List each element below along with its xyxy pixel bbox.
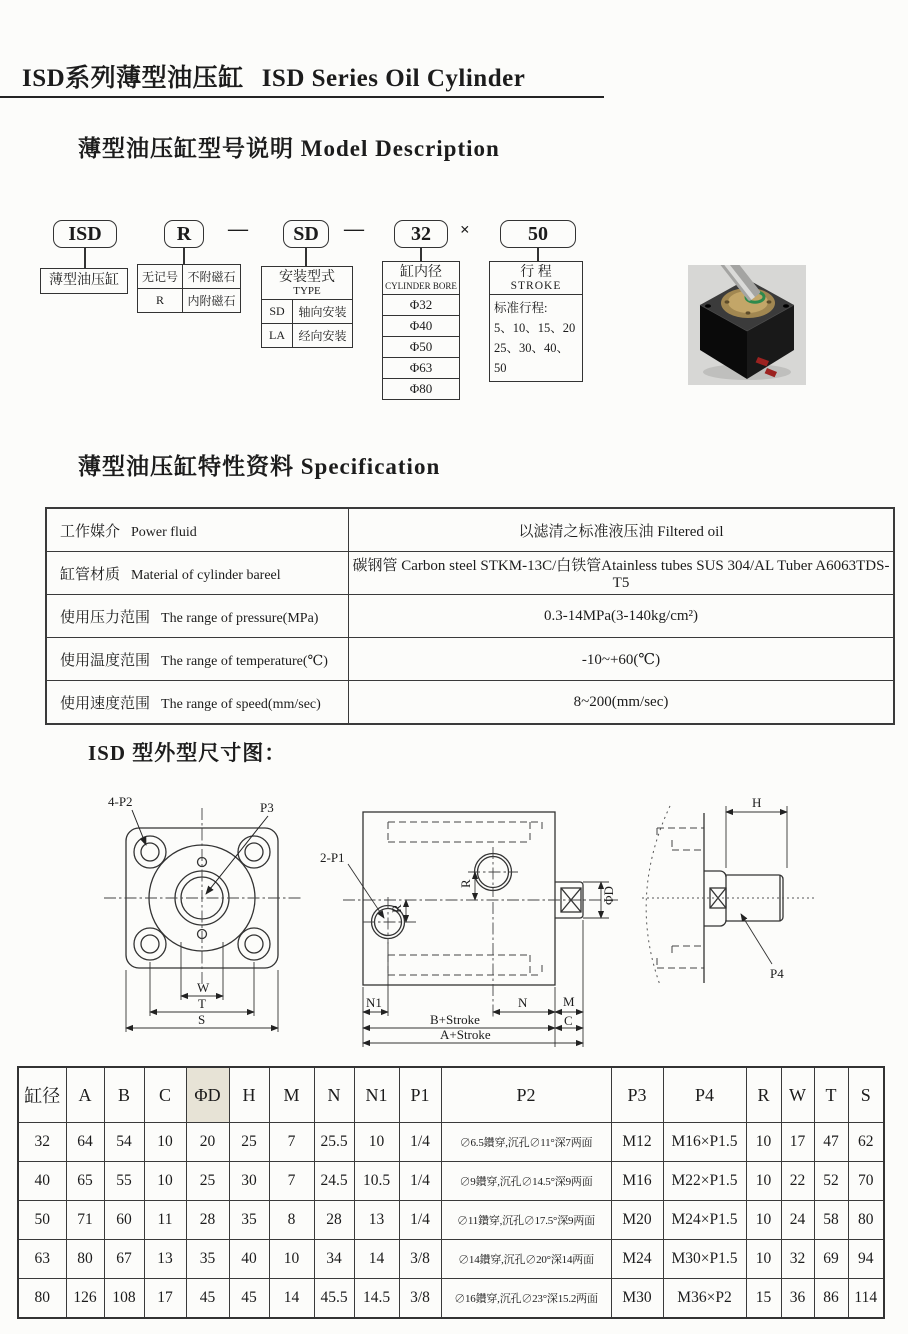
spec-table-body xyxy=(46,508,894,724)
dimension-header-cell: W xyxy=(781,1067,814,1123)
mount-type-table xyxy=(261,266,353,348)
dimension-cell: 10 xyxy=(746,1201,781,1240)
label-b-stroke: B+Stroke xyxy=(430,1012,480,1027)
dimension-cell: 17 xyxy=(144,1279,186,1319)
label-phi-d: ΦD xyxy=(601,886,616,905)
dimension-cell: 1/4 xyxy=(399,1162,441,1201)
dimension-cell: 13 xyxy=(144,1240,186,1279)
dimension-cell: 14.5 xyxy=(354,1279,399,1319)
mount-type-title-zh: 安装型式 xyxy=(279,269,335,285)
dimension-cell: 7 xyxy=(269,1123,314,1162)
dimension-cell: M16×P1.5 xyxy=(663,1123,746,1162)
dimension-cell: 10 xyxy=(269,1240,314,1279)
dimension-cell: 35 xyxy=(186,1240,229,1279)
dimension-cell: 20 xyxy=(186,1123,229,1162)
mount-type-desc: 经向安装 xyxy=(293,324,353,348)
dimension-cell: 69 xyxy=(814,1240,848,1279)
dimension-cell: 63 xyxy=(18,1240,66,1279)
dimension-cell: M30 xyxy=(611,1279,663,1319)
spec-value: 0.3-14MPa(3-140kg/cm²) xyxy=(349,595,895,638)
spec-label xyxy=(46,595,349,638)
cylinder-photo-illustration xyxy=(688,265,806,385)
magnet-option-desc: 不附磁石 xyxy=(183,265,241,289)
dimension-cell: 86 xyxy=(814,1279,848,1319)
dimension-cell: 114 xyxy=(848,1279,884,1319)
dimension-cell: 11 xyxy=(144,1201,186,1240)
dimension-cell: 10 xyxy=(354,1123,399,1162)
spec-label xyxy=(46,681,349,725)
dimension-cell: 24 xyxy=(781,1201,814,1240)
label-2-p1: 2-P1 xyxy=(320,850,345,865)
dimension-cell: 25 xyxy=(229,1123,269,1162)
code-box-stroke: 50 xyxy=(500,220,576,248)
dimension-cell: 52 xyxy=(814,1162,848,1201)
bore-title-zh: 缸内径 xyxy=(400,264,442,280)
dimension-table-header-row xyxy=(18,1067,884,1123)
connector-stroke xyxy=(537,248,539,261)
spec-label-zh: 使用压力范围 xyxy=(60,609,151,626)
dimension-cell: M16 xyxy=(611,1162,663,1201)
label-n: N xyxy=(518,995,528,1010)
dimension-cell: 70 xyxy=(848,1162,884,1201)
label-t: T xyxy=(198,996,206,1011)
dimension-cell: 32 xyxy=(18,1123,66,1162)
dimension-cell: 108 xyxy=(104,1279,144,1319)
stroke-line2: 25、30、40、50 xyxy=(494,341,570,375)
bore-option-row xyxy=(383,295,460,316)
front-view-drawing xyxy=(90,792,330,1067)
dimension-cell: M24 xyxy=(611,1240,663,1279)
magnet-option-row xyxy=(138,289,241,313)
section-title-spec: 薄型油压缸特性资料 Specification xyxy=(78,454,441,479)
separator-dash-1: — xyxy=(228,218,248,240)
bore-option: Φ80 xyxy=(383,379,460,400)
dimension-cell: 10 xyxy=(746,1123,781,1162)
bore-title-en: CYLINDER BORE xyxy=(385,280,457,291)
separator-times: × xyxy=(460,220,470,239)
dimension-cell: M30×P1.5 xyxy=(663,1240,746,1279)
dimension-cell: 35 xyxy=(229,1201,269,1240)
dimension-table-row xyxy=(18,1240,884,1279)
dimension-cell: 64 xyxy=(66,1123,104,1162)
code-box-bore: 32 xyxy=(394,220,448,248)
bore-option-row xyxy=(383,358,460,379)
label-a-stroke: A+Stroke xyxy=(440,1027,491,1042)
spec-label-zh: 使用速度范围 xyxy=(60,695,151,712)
label-s: S xyxy=(198,1012,206,1027)
dimension-cell: ∅14鑽穿,沉孔∅20°深14两面 xyxy=(441,1240,611,1279)
section-title-model: 薄型油压缸型号说明 Model Description xyxy=(78,136,500,161)
bore-option: Φ50 xyxy=(383,337,460,358)
product-photo xyxy=(688,265,806,385)
dimension-table xyxy=(17,1066,885,1319)
label-p3: P3 xyxy=(260,800,274,815)
label-p4: P4 xyxy=(770,966,784,981)
dimension-cell: ∅16鑽穿,沉孔∅23°深15.2两面 xyxy=(441,1279,611,1319)
spec-label xyxy=(46,638,349,681)
dimension-cell: 71 xyxy=(66,1201,104,1240)
connector-sd xyxy=(305,248,307,266)
dimension-cell: 126 xyxy=(66,1279,104,1319)
dimension-cell: 24.5 xyxy=(314,1162,354,1201)
dimension-header-cell: N1 xyxy=(354,1067,399,1123)
spec-label-zh: 缸管材质 xyxy=(60,566,121,583)
dimension-header-cell: R xyxy=(746,1067,781,1123)
spec-table xyxy=(45,507,895,725)
dimension-cell: 25.5 xyxy=(314,1123,354,1162)
dimension-cell: 40 xyxy=(18,1162,66,1201)
bore-table-body xyxy=(383,295,460,400)
dimension-cell: 8 xyxy=(269,1201,314,1240)
magnet-option-code: 无记号 xyxy=(138,265,183,289)
dimension-header-cell: P2 xyxy=(441,1067,611,1123)
isd-meaning-box: 薄型油压缸 xyxy=(40,268,128,294)
spec-label-en: The range of speed(mm/sec) xyxy=(161,696,321,712)
connector-isd xyxy=(84,248,86,268)
spec-label-en: Power fluid xyxy=(131,524,197,540)
dimension-cell: 47 xyxy=(814,1123,848,1162)
dimension-table-body xyxy=(18,1123,884,1319)
dimension-header-cell: P3 xyxy=(611,1067,663,1123)
dimension-table-row xyxy=(18,1162,884,1201)
dimension-cell: M24×P1.5 xyxy=(663,1201,746,1240)
stroke-line1: 5、10、15、20 xyxy=(494,321,576,335)
dimension-cell: 55 xyxy=(104,1162,144,1201)
dimension-cell: 17 xyxy=(781,1123,814,1162)
dimension-cell: 7 xyxy=(269,1162,314,1201)
dimension-header-cell: P1 xyxy=(399,1067,441,1123)
dimension-cell: 10 xyxy=(144,1123,186,1162)
spec-value: 8~200(mm/sec) xyxy=(349,681,895,725)
stroke-header xyxy=(490,262,583,295)
dimension-table-row xyxy=(18,1201,884,1240)
code-box-isd: ISD xyxy=(53,220,117,248)
dimension-cell: 45 xyxy=(186,1279,229,1319)
bore-option: Φ63 xyxy=(383,358,460,379)
code-box-r: R xyxy=(164,220,204,248)
spec-label xyxy=(46,508,349,552)
spec-value: 碳钢管 Carbon steel STKM-13C/白铁管Atainless tubes SUS 304/AL Tuber A6063TDS-T5 xyxy=(349,552,895,595)
spec-label xyxy=(46,552,349,595)
spec-label-en: Material of cylinder bareel xyxy=(131,567,281,583)
label-m: M xyxy=(563,994,575,1009)
stroke-note: 标准行程: xyxy=(494,301,548,315)
dimension-cell: 94 xyxy=(848,1240,884,1279)
spec-label-en: The range of pressure(MPa) xyxy=(161,610,319,626)
bore-option: Φ32 xyxy=(383,295,460,316)
dimension-cell: 25 xyxy=(186,1162,229,1201)
spec-value: -10~+60(℃) xyxy=(349,638,895,681)
connector-r xyxy=(183,248,185,264)
page-title-en: ISD Series Oil Cylinder xyxy=(261,65,526,92)
dimension-cell: 22 xyxy=(781,1162,814,1201)
dimension-cell: 1/4 xyxy=(399,1201,441,1240)
dimension-cell: 36 xyxy=(781,1279,814,1319)
section-title-dimension: ISD 型外型尺寸图： xyxy=(88,741,287,765)
page-title xyxy=(22,58,525,94)
dimension-cell: 3/8 xyxy=(399,1279,441,1319)
bore-option-row xyxy=(383,337,460,358)
dimension-cell: 32 xyxy=(781,1240,814,1279)
label-w: W xyxy=(197,980,210,995)
stroke-table xyxy=(489,261,583,382)
magnet-table-body xyxy=(138,265,241,313)
connector-bore xyxy=(420,248,422,261)
dimension-cell: 67 xyxy=(104,1240,144,1279)
mount-type-row xyxy=(262,324,353,348)
dimension-header-cell: T xyxy=(814,1067,848,1123)
spec-label-zh: 工作媒介 xyxy=(60,523,121,540)
code-box-sd: SD xyxy=(283,220,329,248)
dimension-cell: 3/8 xyxy=(399,1240,441,1279)
dimension-header-cell: B xyxy=(104,1067,144,1123)
dimension-header-cell: P4 xyxy=(663,1067,746,1123)
label-h: H xyxy=(752,795,762,810)
dimension-header-cell: A xyxy=(66,1067,104,1123)
mount-type-body xyxy=(262,300,353,348)
dimension-cell: 50 xyxy=(18,1201,66,1240)
dimension-header-cell: S xyxy=(848,1067,884,1123)
dimension-cell: 40 xyxy=(229,1240,269,1279)
separator-dash-2: — xyxy=(344,218,364,240)
dimension-header-cell: 缸径 xyxy=(18,1067,66,1123)
dimension-cell: 80 xyxy=(18,1279,66,1319)
label-4-p2: 4-P2 xyxy=(108,794,133,809)
spec-row xyxy=(46,681,894,725)
dimension-cell: 54 xyxy=(104,1123,144,1162)
dimension-header-cell: H xyxy=(229,1067,269,1123)
spec-value: 以滤清之标准液压油 Filtered oil xyxy=(349,508,895,552)
spec-label-en: The range of temperature(℃) xyxy=(161,653,328,669)
bore-header xyxy=(383,262,460,295)
dimension-header-cell: C xyxy=(144,1067,186,1123)
page-title-zh: ISD系列薄型油压缸 xyxy=(22,65,244,92)
magnet-option-code: R xyxy=(138,289,183,313)
dimension-cell: M22×P1.5 xyxy=(663,1162,746,1201)
dimension-table-row xyxy=(18,1279,884,1319)
spec-row xyxy=(46,508,894,552)
dimension-cell: 15 xyxy=(746,1279,781,1319)
dimension-cell: 10 xyxy=(746,1162,781,1201)
mount-type-row xyxy=(262,300,353,324)
mount-type-code: LA xyxy=(262,324,293,348)
dimension-table-row xyxy=(18,1123,884,1162)
spec-label-zh: 使用温度范围 xyxy=(60,652,151,669)
dimension-cell: M12 xyxy=(611,1123,663,1162)
label-c: C xyxy=(564,1013,573,1028)
magnet-option-table xyxy=(137,264,241,313)
stroke-title-en: STROKE xyxy=(510,279,562,292)
bore-table xyxy=(382,261,460,400)
bore-option: Φ40 xyxy=(383,316,460,337)
dimension-cell: 45.5 xyxy=(314,1279,354,1319)
dimension-cell: 14 xyxy=(354,1240,399,1279)
dimension-header-cell: M xyxy=(269,1067,314,1123)
dimension-cell: M36×P2 xyxy=(663,1279,746,1319)
dimension-cell: ∅11鑽穿,沉孔∅17.5°深9两面 xyxy=(441,1201,611,1240)
mount-type-title-en: TYPE xyxy=(293,284,321,297)
dimension-header-cell: ΦD xyxy=(186,1067,229,1123)
label-n1: N1 xyxy=(366,995,382,1010)
dimension-cell: 45 xyxy=(229,1279,269,1319)
dimension-cell: 62 xyxy=(848,1123,884,1162)
spec-row xyxy=(46,638,894,681)
dimension-cell: 10 xyxy=(144,1162,186,1201)
dimension-cell: 10.5 xyxy=(354,1162,399,1201)
dimension-cell: 1/4 xyxy=(399,1123,441,1162)
rod-detail-drawing xyxy=(622,778,837,998)
magnet-option-row xyxy=(138,265,241,289)
bore-option-row xyxy=(383,379,460,400)
mount-type-desc: 轴向安装 xyxy=(293,300,353,324)
dimension-cell: 28 xyxy=(314,1201,354,1240)
label-r-upper: R xyxy=(458,879,473,888)
spec-row xyxy=(46,595,894,638)
stroke-title-zh: 行 程 xyxy=(520,264,552,280)
header-rule xyxy=(0,96,604,98)
mount-type-code: SD xyxy=(262,300,293,324)
dimension-cell: 80 xyxy=(66,1240,104,1279)
dimension-cell: ∅9鑽穿,沉孔∅14.5°深9两面 xyxy=(441,1162,611,1201)
side-view-drawing xyxy=(318,792,628,1062)
label-r-lower: R xyxy=(389,904,404,913)
mount-type-header xyxy=(262,267,353,300)
dimension-cell: 13 xyxy=(354,1201,399,1240)
dimension-cell: 34 xyxy=(314,1240,354,1279)
dimension-header-cell: N xyxy=(314,1067,354,1123)
dimension-cell: 28 xyxy=(186,1201,229,1240)
dimension-cell: 80 xyxy=(848,1201,884,1240)
dimension-cell: 10 xyxy=(746,1240,781,1279)
dimension-cell: 30 xyxy=(229,1162,269,1201)
dimension-cell: 14 xyxy=(269,1279,314,1319)
dimension-cell: M20 xyxy=(611,1201,663,1240)
bore-option-row xyxy=(383,316,460,337)
dimension-cell: ∅6.5鑽穿,沉孔∅11°深7两面 xyxy=(441,1123,611,1162)
magnet-option-desc: 内附磁石 xyxy=(183,289,241,313)
stroke-values-cell xyxy=(490,295,583,382)
spec-row xyxy=(46,552,894,595)
dimension-cell: 65 xyxy=(66,1162,104,1201)
dimension-cell: 58 xyxy=(814,1201,848,1240)
dimension-cell: 60 xyxy=(104,1201,144,1240)
